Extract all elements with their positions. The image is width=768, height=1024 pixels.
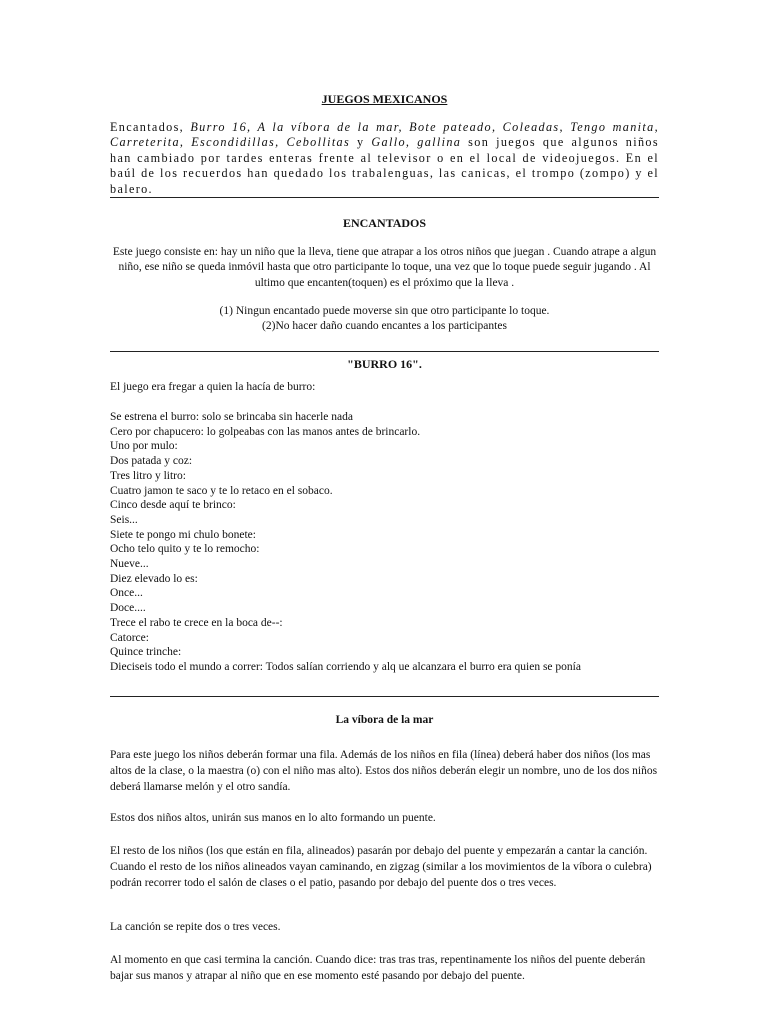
vibora-paragraph-2: Estos dos niños altos, unirán sus manos en lo alto formando un puente. <box>110 812 436 824</box>
divider <box>110 696 659 697</box>
burro-verse-line: Dos patada y coz: <box>110 455 193 468</box>
vibora-paragraph-1: Para este juego los niños deberán formar una fila. Además de los niños en fila (línea) deberá haber dos niños (los mas altos de la clase, o la maestra (o) con el niño mas alto). Estos dos niños deberán elegir un nombre, uno de los dos niños deberá llamarse melón y el otro sandía. <box>110 749 658 793</box>
burro-verse-line: Ocho telo quito y te lo remocho: <box>110 543 260 556</box>
intro-paragraph <box>110 120 659 197</box>
burro-verse-line: Se estrena el burro: solo se brincaba sin hacerle nada <box>110 411 353 423</box>
burro-verse-line: Dieciseis todo el mundo a correr: Todos salían corriendo y alq ue alcanzara el burro era quien se ponía <box>110 660 581 673</box>
vibora-paragraph-4: La canción se repite dos o tres veces. <box>110 921 281 933</box>
intro-y: y <box>350 135 372 150</box>
burro-intro: El juego era fregar a quien la hacía de burro: <box>110 381 316 393</box>
burro-verse-line: Uno por mulo: <box>110 440 178 453</box>
vibora-paragraph-3: El resto de los niños (los que están en fila, alineados) pasarán por debajo del puente y empezarán a cantar la canción. Cuando el resto de los niños alineados vayan caminando, en zigzag (similar a los movimientos de la víbora o culebra) podrán recorrer todo el salón de clases o el patio, pasando por debajo del puente dos o tres veces. <box>110 845 652 889</box>
vibora-paragraph-5: Al momento en que casi termina la canción. Cuando dice: tras tras tras, repentinamente los niños del puente deberán bajar sus manos y atrapar al niño que en ese momento esté pasando por debajo del puente. <box>110 954 646 982</box>
burro-verse-line: Seis... <box>110 513 138 526</box>
burro-verse-line: Once... <box>110 587 143 600</box>
encantados-rule-2: (2)No hacer daño cuando encantes a los participantes <box>262 320 507 332</box>
encantados-rule-1: (1) Ningun encantado puede moverse sin que otro participante lo toque. <box>219 305 550 317</box>
divider <box>110 351 659 352</box>
burro-verse-line: Tres litro y litro: <box>110 469 186 482</box>
intro-rest: son juegos que algunos niños han cambiado por tardes enteras frente al televisor o en el local de videojuegos. En el baúl de los recuerdos han quedado los trabalenguas, las canicas, el trompo (zompo) y el balero. <box>110 135 659 196</box>
burro-verse-line: Trece el rabo te crece en la boca de--: <box>110 616 283 629</box>
intro-games: Burro 16, A la víbora de la mar, Bote pateado, Coleadas, Tengo manita, Carreterita, Escondidillas, Cebollitas <box>110 120 659 150</box>
document-title: JUEGOS MEXICANOS <box>321 92 448 106</box>
encantados-heading: ENCANTADOS <box>342 216 427 230</box>
burro-verse-line: Doce.... <box>110 602 146 615</box>
burro-heading: "BURRO 16". <box>347 357 422 371</box>
burro-verse-line: Siete te pongo mi chulo bonete: <box>110 528 256 541</box>
burro-verse-line: Catorce: <box>110 631 149 644</box>
burro-verse-line: Cuatro jamon te saco y te lo retaco en el sobaco. <box>110 484 333 497</box>
burro-verse-line: Quince trinche: <box>110 646 182 659</box>
vibora-heading: La víbora de la mar <box>335 714 434 726</box>
burro-verse-line: Cero por chapucero: lo golpeabas con las manos antes de brincarlo. <box>110 425 421 438</box>
burro-verse-line: Nueve... <box>110 558 149 570</box>
burro-verse-line: Cinco desde aquí te brinco: <box>110 499 236 512</box>
intro-gallo: Gallo, gallina <box>371 135 462 150</box>
intro-lead: Encantados, <box>110 120 191 134</box>
encantados-description: Este juego consiste en: hay un niño que la lleva, tiene que atrapar a los otros niños que juegan . Cuando atrape a algun niño, ese niño se queda inmóvil hasta que otro participante lo toque, una vez que lo toque puede seguir jugando . Al ultimo que encanten(toquen) es el próximo que la lleva . <box>112 246 657 289</box>
burro-verse-line: Diez elevado lo es: <box>110 572 198 585</box>
divider <box>110 197 659 198</box>
